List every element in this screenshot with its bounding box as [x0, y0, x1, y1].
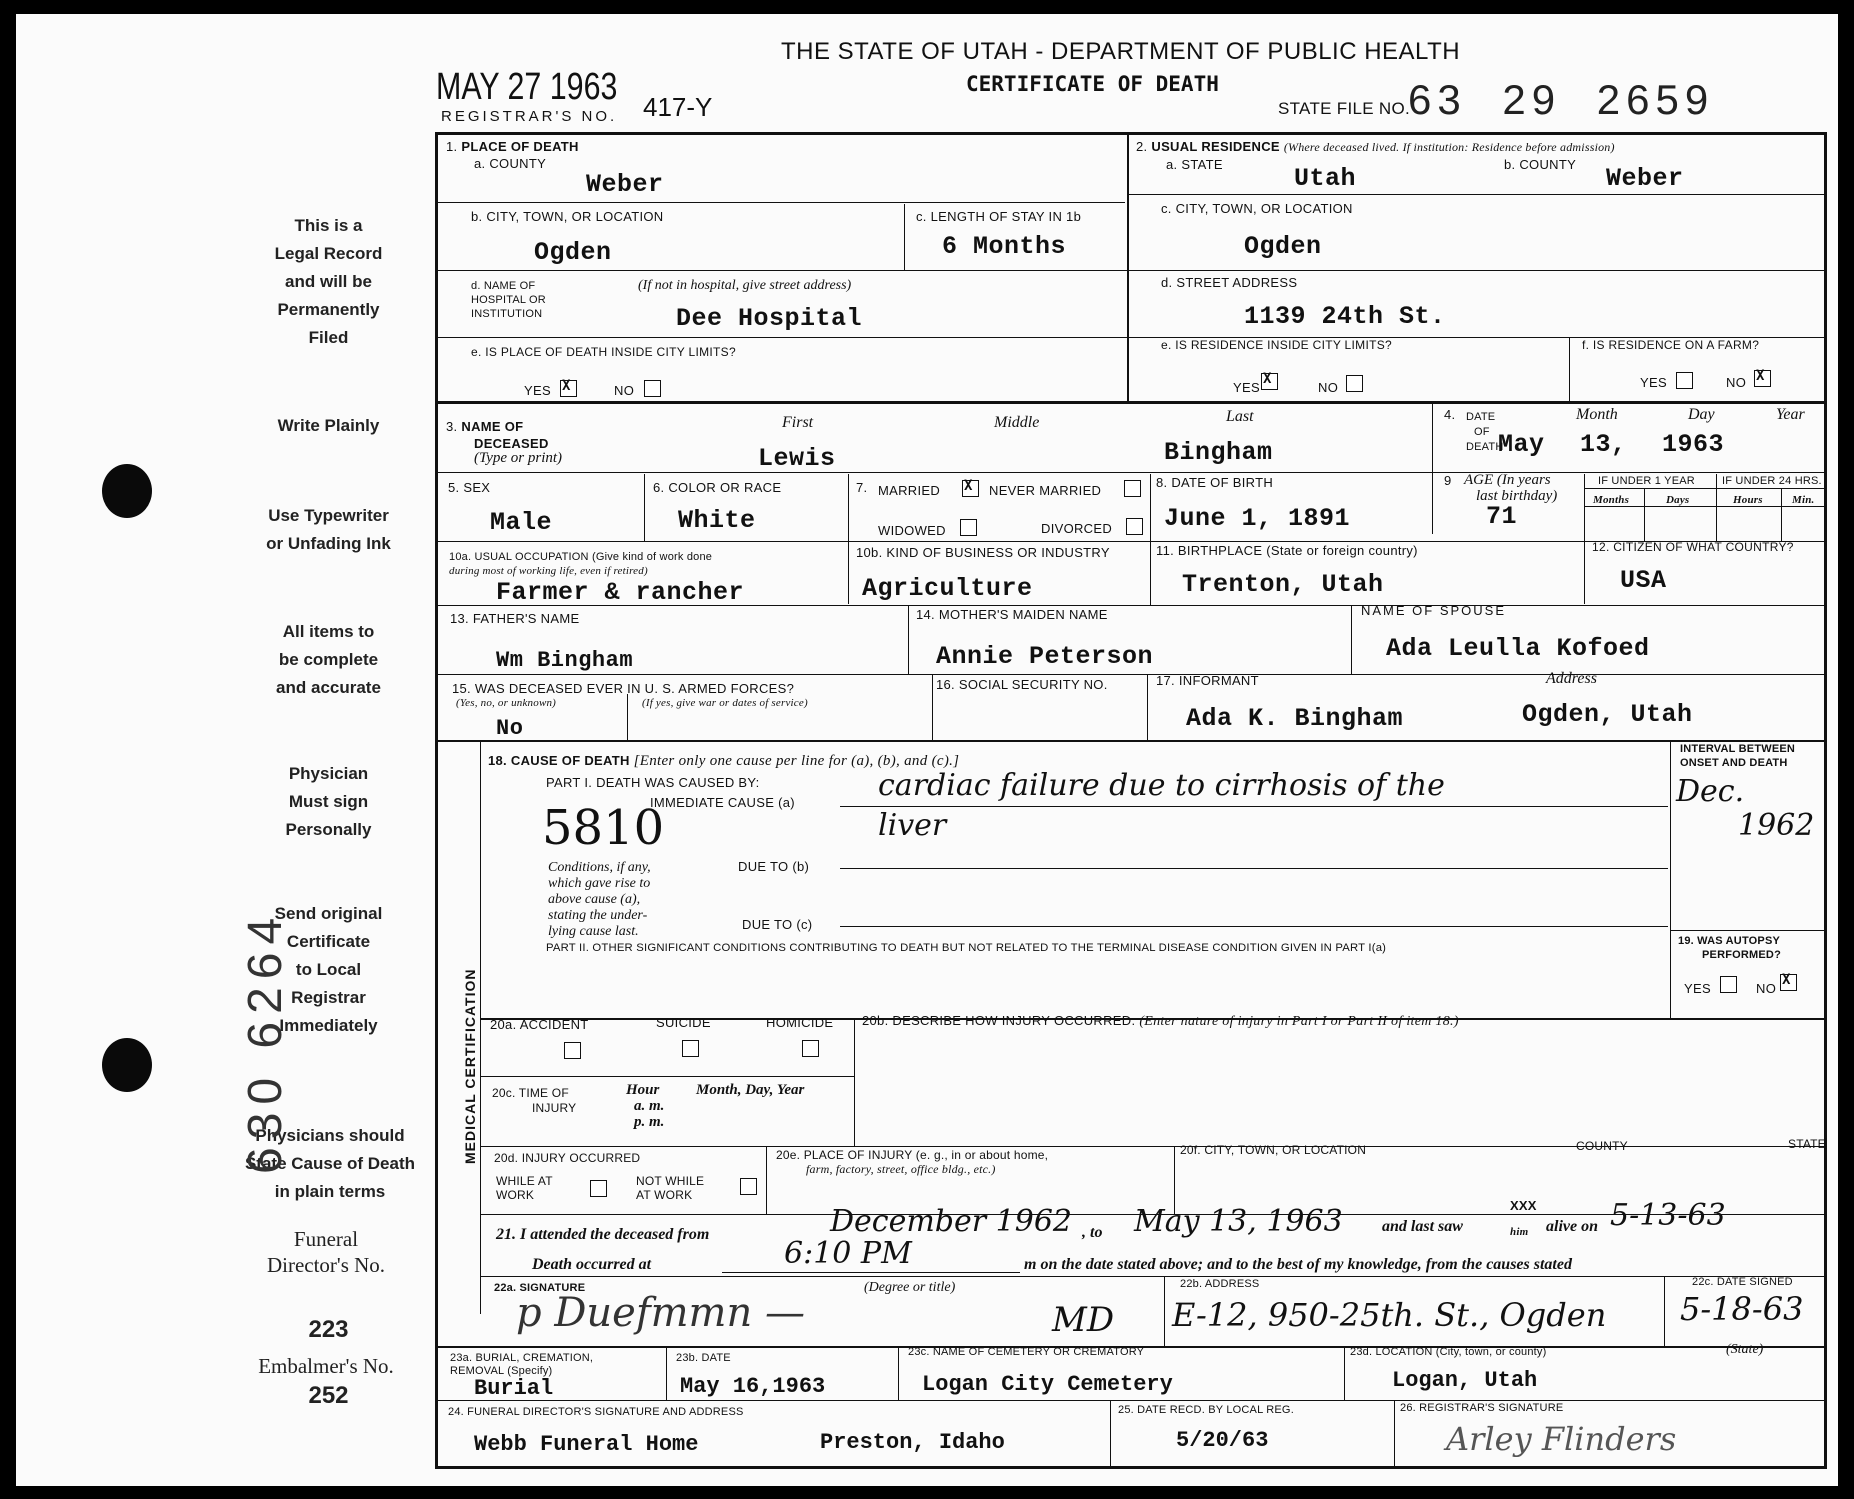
physicians-should-note: Physicians should State Cause of Death in plain terms — [244, 1126, 416, 1201]
attended-to: May 13, 1963 — [1134, 1204, 1343, 1239]
autopsy-yes-checkbox[interactable] — [1720, 976, 1737, 993]
disease-code: 5810 — [542, 800, 665, 856]
county-label: a. COUNTY — [474, 156, 547, 171]
death-city: Ogden — [534, 238, 612, 267]
citizen-country: USA — [1620, 566, 1667, 595]
never-married-checkbox[interactable] — [1124, 480, 1141, 497]
burial-location: Logan, Utah — [1392, 1368, 1538, 1393]
punch-hole — [102, 464, 152, 518]
deceased-name-label: NAME OF — [461, 419, 524, 434]
ssn-label: 16. SOCIAL SECURITY NO. — [936, 677, 1108, 692]
death-certificate: THE STATE OF UTAH - DEPARTMENT OF PUBLIC HEALTH CERTIFICATE OF DEATH MAY 27 1963 REGISTRAR'S NO. 417-Y STATE FILE NO. 63 29 2659 This is a Legal Record and will be Permanently Filed Write Plainly Use Typewriter or Unfading Ink All items to be complete and accurate Physician Must sign Personally Send original Certificate to Local Registrar Immediately Physicians should State Cause of Death in plain terms Funeral Director's No. 223 Embalmer's No. 252 630 6264 1. PLACE OF DEATH a. COUNTY Weber b. CITY, TOWN, OR LOCATION Ogden c. LENGTH OF STAY IN 1b 6 Months d. NAME OF HOSPITAL OR INSTITUTION (If not in hospital, give street address) Dee Hospital e. IS PLACE OF DEATH INSIDE CITY LIMITS? YES X NO 2. USUAL RESIDENCE (Where deceased lived. If institution: Residence before admission) a. STATE Utah b. COUNTY Weber c. CITY, TOWN, OR LOCATION Ogden d. STREET ADDRESS 1139 24th St. e. IS RESIDENCE INSIDE CITY LIMITS? YES X NO f. IS RESIDENCE ON A FARM? YES NO X 3. NAME OF DECEASED (Type or print) First Middle Last Lewis Bingham 4. DATE OF DEATH Month Day Year May 13, 1963 5. SEX Male 6. COLOR OR RACE White 7. MARRIED X NEVER MARRIED WIDOWED DIVORCED 8. DATE OF BIRTH June 1, 1891 9 AGE (In years last birthday) 71 IF UNDER 1 YEAR IF UNDER 24 HRS. Months Days Hours Min. 10a. USUAL OCCUPATION (Give kind of work done during most of working life, even if retired) Farmer & rancher 10b. KIND OF BUSINESS OR INDUSTRY Agriculture 11. BIRTHPLACE (State or foreign country) Trenton, Utah 12. CITIZEN OF WHAT COUNTRY? USA 13. FATHER'S NAME Wm Bingham 14. MOTHER'S MAIDEN NAME Annie Peterson NAME OF SPOUSE Ada Leulla Kofoed 15. WAS DECEASED EVER IN U. S. ARMED FORCES? (Yes, no, or unknown) (If yes, give war or dates of service) No 16. SOCIAL SECURITY NO. 17. INFORMANT Address Ada K. Bingham Ogden, Utah MEDICAL CERTIFICATION 18. CAUSE OF DEATH [Enter only one cause per line for (a), (b), and (c).] PART I. DEATH WAS CAUSED BY: IMMEDIATE CAUSE (a) cardiac failure due to cirrhosis of the liver 5810 Conditions, if any, which gave rise to above cause (a), stating the under- lying cause last. DUE TO (b) DUE TO (c) INTERVAL BETWEEN ONSET AND DEATH Dec. 1962 PART II. OTHER SIGNIFICANT CONDITIONS CONTRIBUTING TO DEATH BUT NOT RELATED TO THE TERMINAL DISEASE CONDITION GIVEN IN PART I(a) 19. WAS AUTOPSY PERFORMED? YES NO X 20a. ACCIDENT SUICIDE HOMICIDE 20b. DESCRIBE HOW INJURY OCCURRED. (Enter nature of injury in Part I or Part II of item 18.) 20c. TIME OF INJURY Hour a. m. p. m. Month, Day, Year 20d. INJURY OCCURRED WHILE AT WORK NOT WHILE AT WORK 20e. PLACE OF INJURY (e. g., in or about home, farm, factory, street, office bldg., etc.) 20f. CITY, TOWN, OR LOCATION COUNTY STATE 21. I attended the deceased from December 1962 , to May 13, 1963 and last saw XXX him alive on 5-13-63 Death occurred at 6:10 PM m on the date stated above; and to the best of my knowledge, from the causes stated 22a. SIGNATURE (Degree or title) p Duefmmn — MD 22b. ADDRESS E-12, 950-25th. St., Ogden 22c. DATE SIGNED 5-18-63 23a. BURIAL, CREMATION, REMOVAL (Specify) Burial 23b. DATE May 16,1963 23c. NAME OF CEMETERY OR CREMATORY Logan City Cemetery 23d. LOCATION (City, town, or county) (State) Logan, Utah 24. FUNERAL DIRECTOR'S SIGNATURE AND ADDRESS Webb Funeral Home Preston, Idaho 25. DATE RECD. BY LOCAL REG. 5/20/63 26. REGISTRAR'S SIGNATURE Arley Flinders — [16, 14, 1838, 1486]
death-county: Weber — [586, 170, 664, 199]
residence-county: Weber — [1606, 164, 1684, 193]
interval-year: 1962 — [1738, 808, 1815, 843]
physician-degree: MD — [1052, 1300, 1115, 1340]
business-label: 10b. KIND OF BUSINESS OR INDUSTRY — [856, 545, 1110, 560]
citizen-label: 12. CITIZEN OF WHAT COUNTRY? — [1592, 540, 1794, 554]
widowed-checkbox[interactable] — [960, 519, 977, 536]
send-original-note: Send original Certificate to Local Registrar Immediately — [274, 904, 383, 1035]
physician-address: E-12, 950-25th. St., Ogden — [1172, 1296, 1607, 1334]
dob-label: 8. DATE OF BIRTH — [1156, 475, 1274, 490]
sex: Male — [490, 508, 553, 537]
death-time: 6:10 PM — [784, 1236, 912, 1271]
cemetery-name: Logan City Cemetery — [922, 1372, 1173, 1397]
residence-inside-no-checkbox[interactable] — [1346, 375, 1363, 392]
embalmer-no: 252 — [308, 1382, 349, 1409]
father-label: 13. FATHER'S NAME — [450, 611, 580, 626]
residence-city: Ogden — [1244, 232, 1322, 261]
spouse-label: NAME OF SPOUSE — [1361, 603, 1507, 618]
funeral-director-no: 223 — [308, 1316, 349, 1343]
usual-residence-label: USUAL RESIDENCE — [1151, 139, 1280, 154]
forces-label: 15. WAS DECEASED EVER IN U. S. ARMED FORCES? — [452, 681, 795, 696]
informant-address: Ogden, Utah — [1522, 700, 1693, 729]
last-name: Bingham — [1164, 438, 1273, 467]
residence-state: Utah — [1294, 164, 1357, 193]
autopsy-no-checkbox[interactable]: X — [1780, 974, 1797, 991]
residence-state-label: a. STATE — [1166, 157, 1223, 172]
alive-on-date: 5-13-63 — [1610, 1198, 1726, 1233]
business-industry: Agriculture — [862, 574, 1033, 603]
informant-name: Ada K. Bingham — [1186, 704, 1404, 733]
residence-county-label: b. COUNTY — [1504, 157, 1577, 172]
farm-no-checkbox[interactable]: X — [1754, 370, 1771, 387]
disposition: Burial — [474, 1376, 554, 1401]
married-checkbox[interactable]: X — [962, 480, 979, 497]
residence-inside-yes-checkbox[interactable]: X — [1261, 373, 1278, 390]
burial-date: May 16,1963 — [680, 1374, 826, 1399]
date-of-death: May 13, 1963 — [1498, 430, 1725, 459]
stay-label: c. LENGTH OF STAY IN 1b — [916, 209, 1082, 224]
death-inside-no-checkbox[interactable] — [644, 380, 661, 397]
race: White — [678, 506, 756, 535]
funeral-home: Webb Funeral Home — [474, 1432, 699, 1457]
certificate-title: CERTIFICATE OF DEATH — [966, 72, 1219, 96]
usual-occupation: Farmer & rancher — [496, 578, 745, 607]
residence-city-label: c. CITY, TOWN, OR LOCATION — [1161, 201, 1353, 216]
physician-note: Physician Must sign Personally — [285, 764, 372, 839]
medical-certification-label: MEDICAL CERTIFICATION — [462, 968, 478, 1164]
interval-month: Dec. — [1676, 774, 1745, 809]
immediate-cause-line1: cardiac failure due to cirrhosis of the — [878, 768, 1445, 803]
residence-inside-label: e. IS RESIDENCE INSIDE CITY LIMITS? — [1161, 338, 1392, 352]
registrar-no: 417-Y — [643, 92, 713, 122]
armed-forces: No — [496, 716, 524, 741]
farm-label: f. IS RESIDENCE ON A FARM? — [1582, 338, 1760, 352]
attended-from: December 1962 — [830, 1204, 1072, 1239]
suicide-checkbox[interactable] — [682, 1040, 699, 1057]
write-plainly-note: Write Plainly — [277, 416, 380, 435]
cause-of-death-label: 18. CAUSE OF DEATH — [488, 753, 630, 768]
typewriter-note: Use Typewriter or Unfading Ink — [266, 506, 391, 553]
stamp-date: MAY 27 1963 — [436, 66, 618, 108]
date-signed: 5-18-63 — [1680, 1290, 1804, 1328]
first-name: Lewis — [758, 444, 836, 473]
date-received: 5/20/63 — [1176, 1428, 1269, 1453]
mother-label: 14. MOTHER'S MAIDEN NAME — [916, 607, 1108, 622]
birthplace: Trenton, Utah — [1182, 570, 1384, 599]
street-address: 1139 24th St. — [1244, 302, 1446, 331]
type-or-print-note: (Type or print) — [474, 450, 563, 466]
race-label: 6. COLOR OR RACE — [653, 480, 782, 495]
funeral-director-no-label: Funeral Director's No. — [266, 1227, 386, 1277]
sex-label: 5. SEX — [448, 480, 491, 495]
state-file-no: 63 29 2659 — [1408, 76, 1715, 123]
street-label: d. STREET ADDRESS — [1161, 275, 1298, 290]
physician-signature: p Duefmmn — — [516, 1290, 805, 1336]
punch-hole — [102, 1038, 152, 1092]
hospital-name: Dee Hospital — [676, 304, 863, 333]
vertical-serial-number: 630 6264 — [239, 909, 292, 1174]
place-of-death-label: PLACE OF DEATH — [461, 139, 579, 154]
state-file-label: STATE FILE NO. — [1278, 99, 1411, 118]
spouse-name: Ada Leulla Kofoed — [1386, 634, 1650, 663]
signature-label: 22a. SIGNATURE — [494, 1282, 586, 1294]
death-inside-city-label: e. IS PLACE OF DEATH INSIDE CITY LIMITS? — [471, 345, 736, 359]
complete-note: All items to be complete and accurate — [276, 622, 381, 697]
registrar-signature: Arley Flinders — [1446, 1420, 1677, 1458]
immediate-cause-line2: liver — [878, 808, 947, 843]
registrar-label: REGISTRAR'S NO. — [441, 108, 618, 125]
city-label: b. CITY, TOWN, OR LOCATION — [471, 209, 664, 224]
farm-yes-checkbox[interactable] — [1676, 372, 1693, 389]
date-of-birth: June 1, 1891 — [1164, 504, 1351, 533]
funeral-city: Preston, Idaho — [820, 1430, 1005, 1455]
legal-record-note: This is a Legal Record and will be Permanently Filed — [274, 216, 383, 347]
while-at-work-checkbox[interactable] — [590, 1180, 607, 1197]
mother-maiden-name: Annie Peterson — [936, 642, 1154, 671]
birthplace-label: 11. BIRTHPLACE (State or foreign country) — [1156, 543, 1418, 558]
death-inside-yes-checkbox[interactable]: X — [560, 380, 577, 397]
father-name: Wm Bingham — [496, 648, 634, 673]
hospital-note: (If not in hospital, give street address) — [638, 278, 852, 293]
length-of-stay: 6 Months — [942, 232, 1067, 261]
embalmer-no-label: Embalmer's No. — [258, 1354, 394, 1378]
accident-checkbox[interactable] — [564, 1042, 581, 1059]
age: 71 — [1486, 502, 1518, 531]
homicide-checkbox[interactable] — [802, 1040, 819, 1057]
not-at-work-checkbox[interactable] — [740, 1178, 757, 1195]
header-state-line: THE STATE OF UTAH - DEPARTMENT OF PUBLIC HEALTH — [781, 38, 1461, 65]
divorced-checkbox[interactable] — [1126, 518, 1143, 535]
